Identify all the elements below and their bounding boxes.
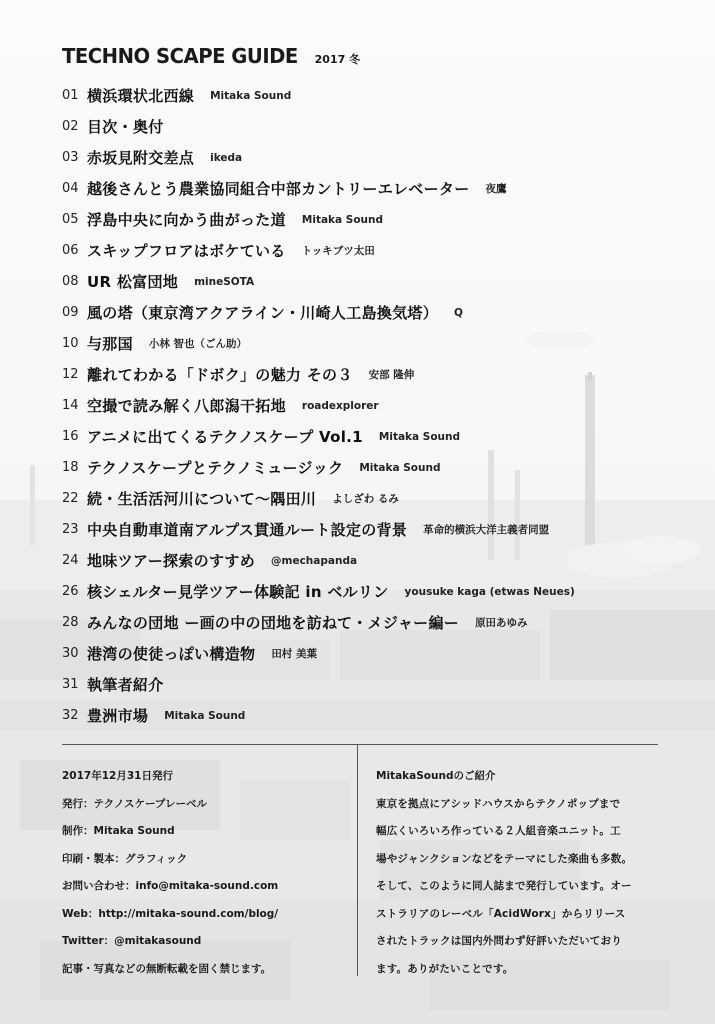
toc-entry bbox=[62, 173, 672, 204]
article-title: 豊洲市場 bbox=[87, 707, 149, 725]
toc-entry bbox=[62, 607, 672, 638]
page-number: 14 bbox=[62, 398, 79, 413]
article-title: スキップフロアはボケている bbox=[87, 242, 286, 260]
page-number: 08 bbox=[62, 274, 79, 289]
page-number: 28 bbox=[62, 615, 79, 630]
article-author: Mitaka Sound bbox=[301, 213, 384, 226]
article-title: 中央自動車道南アルプス貫通ルート設定の背景 bbox=[87, 521, 408, 539]
toc-entry bbox=[62, 390, 672, 421]
contact-email: お問い合わせ：info@mitaka-sound.com bbox=[62, 880, 279, 892]
article-title: 港湾の使徒っぽい構造物 bbox=[87, 645, 256, 663]
toc-entry bbox=[62, 297, 672, 328]
page-number: 02 bbox=[62, 119, 79, 134]
publisher: 発行：テクノスケープレーベル bbox=[62, 797, 208, 810]
toc-entry bbox=[62, 483, 672, 514]
page-number: 30 bbox=[62, 646, 79, 661]
about-section bbox=[376, 768, 661, 988]
page-number: 32 bbox=[62, 708, 79, 723]
article-title: 執筆者紹介 bbox=[87, 676, 164, 694]
toc-entry bbox=[62, 576, 672, 607]
page-number: 22 bbox=[62, 491, 79, 506]
toc-entry bbox=[62, 111, 672, 142]
article-title: アニメに出てくるテクノスケープ Vol.1 bbox=[87, 428, 363, 446]
printing: 印刷・製本：グラフィック bbox=[62, 852, 188, 865]
publish-date: 2017年12月31日発行 bbox=[62, 770, 173, 782]
vertical-divider bbox=[357, 744, 358, 976]
article-author: 小林 智也（ごん助） bbox=[148, 338, 248, 350]
toc-entry bbox=[62, 700, 672, 731]
article-author: 夜鷹 bbox=[485, 183, 507, 195]
about-line: ます。ありがたいことです。 bbox=[376, 962, 514, 975]
about-line: そして、このように同人誌まで発行しています。オー bbox=[376, 880, 632, 892]
about-line: ストラリアのレーベル「AcidWorx」からリリース bbox=[376, 907, 626, 920]
article-title: 越後さんとう農業協同組合中部カントリーエレベーター bbox=[87, 180, 470, 198]
article-title: 赤坂見附交差点 bbox=[87, 149, 195, 167]
article-title: 空撮で読み解く八郎潟干拓地 bbox=[87, 397, 286, 415]
table-of-contents bbox=[62, 80, 672, 731]
twitter: Twitter：@mitakasound bbox=[62, 935, 202, 947]
website: Web：http://mitaka-sound.com/blog/ bbox=[62, 907, 279, 920]
about-line: 幅広くいろいろ作っている２人組音楽ユニット。工 bbox=[376, 825, 621, 837]
toc-entry bbox=[62, 328, 672, 359]
article-author: 安部 隆伸 bbox=[368, 369, 415, 381]
article-title: 浮島中央に向かう曲がった道 bbox=[87, 211, 286, 229]
toc-entry bbox=[62, 452, 672, 483]
page-number: 12 bbox=[62, 367, 79, 382]
copyright-notice: 記事・写真などの無断転載を固く禁じます。 bbox=[62, 962, 272, 975]
article-author: mineSOTA bbox=[194, 275, 255, 288]
page-number: 16 bbox=[62, 429, 79, 444]
page-number: 05 bbox=[62, 212, 79, 227]
article-title: 横浜環状北西線 bbox=[87, 87, 195, 105]
page-number: 26 bbox=[62, 584, 79, 599]
article-title: みんなの団地 ー画の中の団地を訪ねて・メジャー編ー bbox=[87, 614, 460, 632]
article-author: 原田あゆみ bbox=[475, 617, 528, 629]
article-title: 風の塔（東京湾アクアライン・川崎人工島換気塔） bbox=[87, 304, 439, 322]
production: 制作：Mitaka Sound bbox=[62, 825, 175, 837]
article-author: roadexplorer bbox=[301, 399, 379, 412]
about-line: 東京を拠点にアシッドハウスからテクノポップまで bbox=[376, 797, 621, 810]
article-author: Q bbox=[454, 306, 463, 319]
toc-entry bbox=[62, 638, 672, 669]
page-number: 03 bbox=[62, 150, 79, 165]
toc-entry bbox=[62, 235, 672, 266]
article-title: 目次・奥付 bbox=[87, 118, 164, 136]
page-number: 06 bbox=[62, 243, 79, 258]
article-author: Mitaka Sound bbox=[164, 709, 246, 722]
article-title: 地味ツアー探索のすすめ bbox=[87, 552, 256, 570]
about-heading: MitakaSoundのご紹介 bbox=[376, 770, 496, 782]
toc-entry bbox=[62, 266, 672, 297]
toc-entry bbox=[62, 204, 672, 235]
article-author: Mitaka Sound bbox=[359, 461, 441, 474]
page-number: 10 bbox=[62, 336, 79, 351]
article-author: ikeda bbox=[210, 151, 243, 164]
page-number: 23 bbox=[62, 522, 79, 537]
about-line: されたトラックは国内外問わず好評いただいており bbox=[376, 935, 622, 947]
article-author: よしざわ るみ bbox=[332, 493, 399, 505]
article-author: 革命的横浜大洋主義者同盟 bbox=[423, 524, 550, 536]
article-title: 離れてわかる「ドボク」の魅力 その３ bbox=[87, 366, 353, 384]
issue-season: 2017 冬 bbox=[314, 53, 361, 66]
page-number: 18 bbox=[62, 460, 79, 475]
article-author: Mitaka Sound bbox=[378, 430, 461, 443]
article-title: UR 松富団地 bbox=[87, 273, 179, 291]
article-title: テクノスケープとテクノミュージック bbox=[87, 459, 344, 477]
page-number: 31 bbox=[62, 677, 79, 692]
colophon bbox=[62, 768, 347, 988]
toc-entry bbox=[62, 142, 672, 173]
about-line: 場やジャンクションなどをテーマにした楽曲も多数。 bbox=[376, 852, 633, 865]
page-number: 09 bbox=[62, 305, 79, 320]
toc-entry bbox=[62, 80, 672, 111]
toc-entry bbox=[62, 359, 672, 390]
article-author: yousuke kaga (etwas Neues) bbox=[404, 585, 575, 598]
header bbox=[62, 44, 360, 68]
page-number: 24 bbox=[62, 553, 79, 568]
article-author: 田村 美葉 bbox=[271, 648, 317, 660]
about-text bbox=[376, 796, 661, 989]
toc-entry bbox=[62, 545, 672, 576]
article-title: 続・生活活河川について〜隅田川 bbox=[87, 490, 317, 508]
page-title: TECHNO SCAPE GUIDE bbox=[62, 44, 298, 68]
article-author: トッキブツ太田 bbox=[301, 245, 375, 257]
horizontal-divider bbox=[62, 744, 658, 745]
article-title: 与那国 bbox=[87, 335, 133, 353]
toc-entry bbox=[62, 514, 672, 545]
page-number: 01 bbox=[62, 88, 79, 103]
toc-entry bbox=[62, 669, 672, 700]
article-author: @mechapanda bbox=[271, 554, 358, 567]
article-author: Mitaka Sound bbox=[210, 89, 292, 102]
article-title: 核シェルター見学ツアー体験記 in ベルリン bbox=[87, 583, 389, 601]
page-number: 04 bbox=[62, 181, 79, 196]
toc-entry bbox=[62, 421, 672, 452]
